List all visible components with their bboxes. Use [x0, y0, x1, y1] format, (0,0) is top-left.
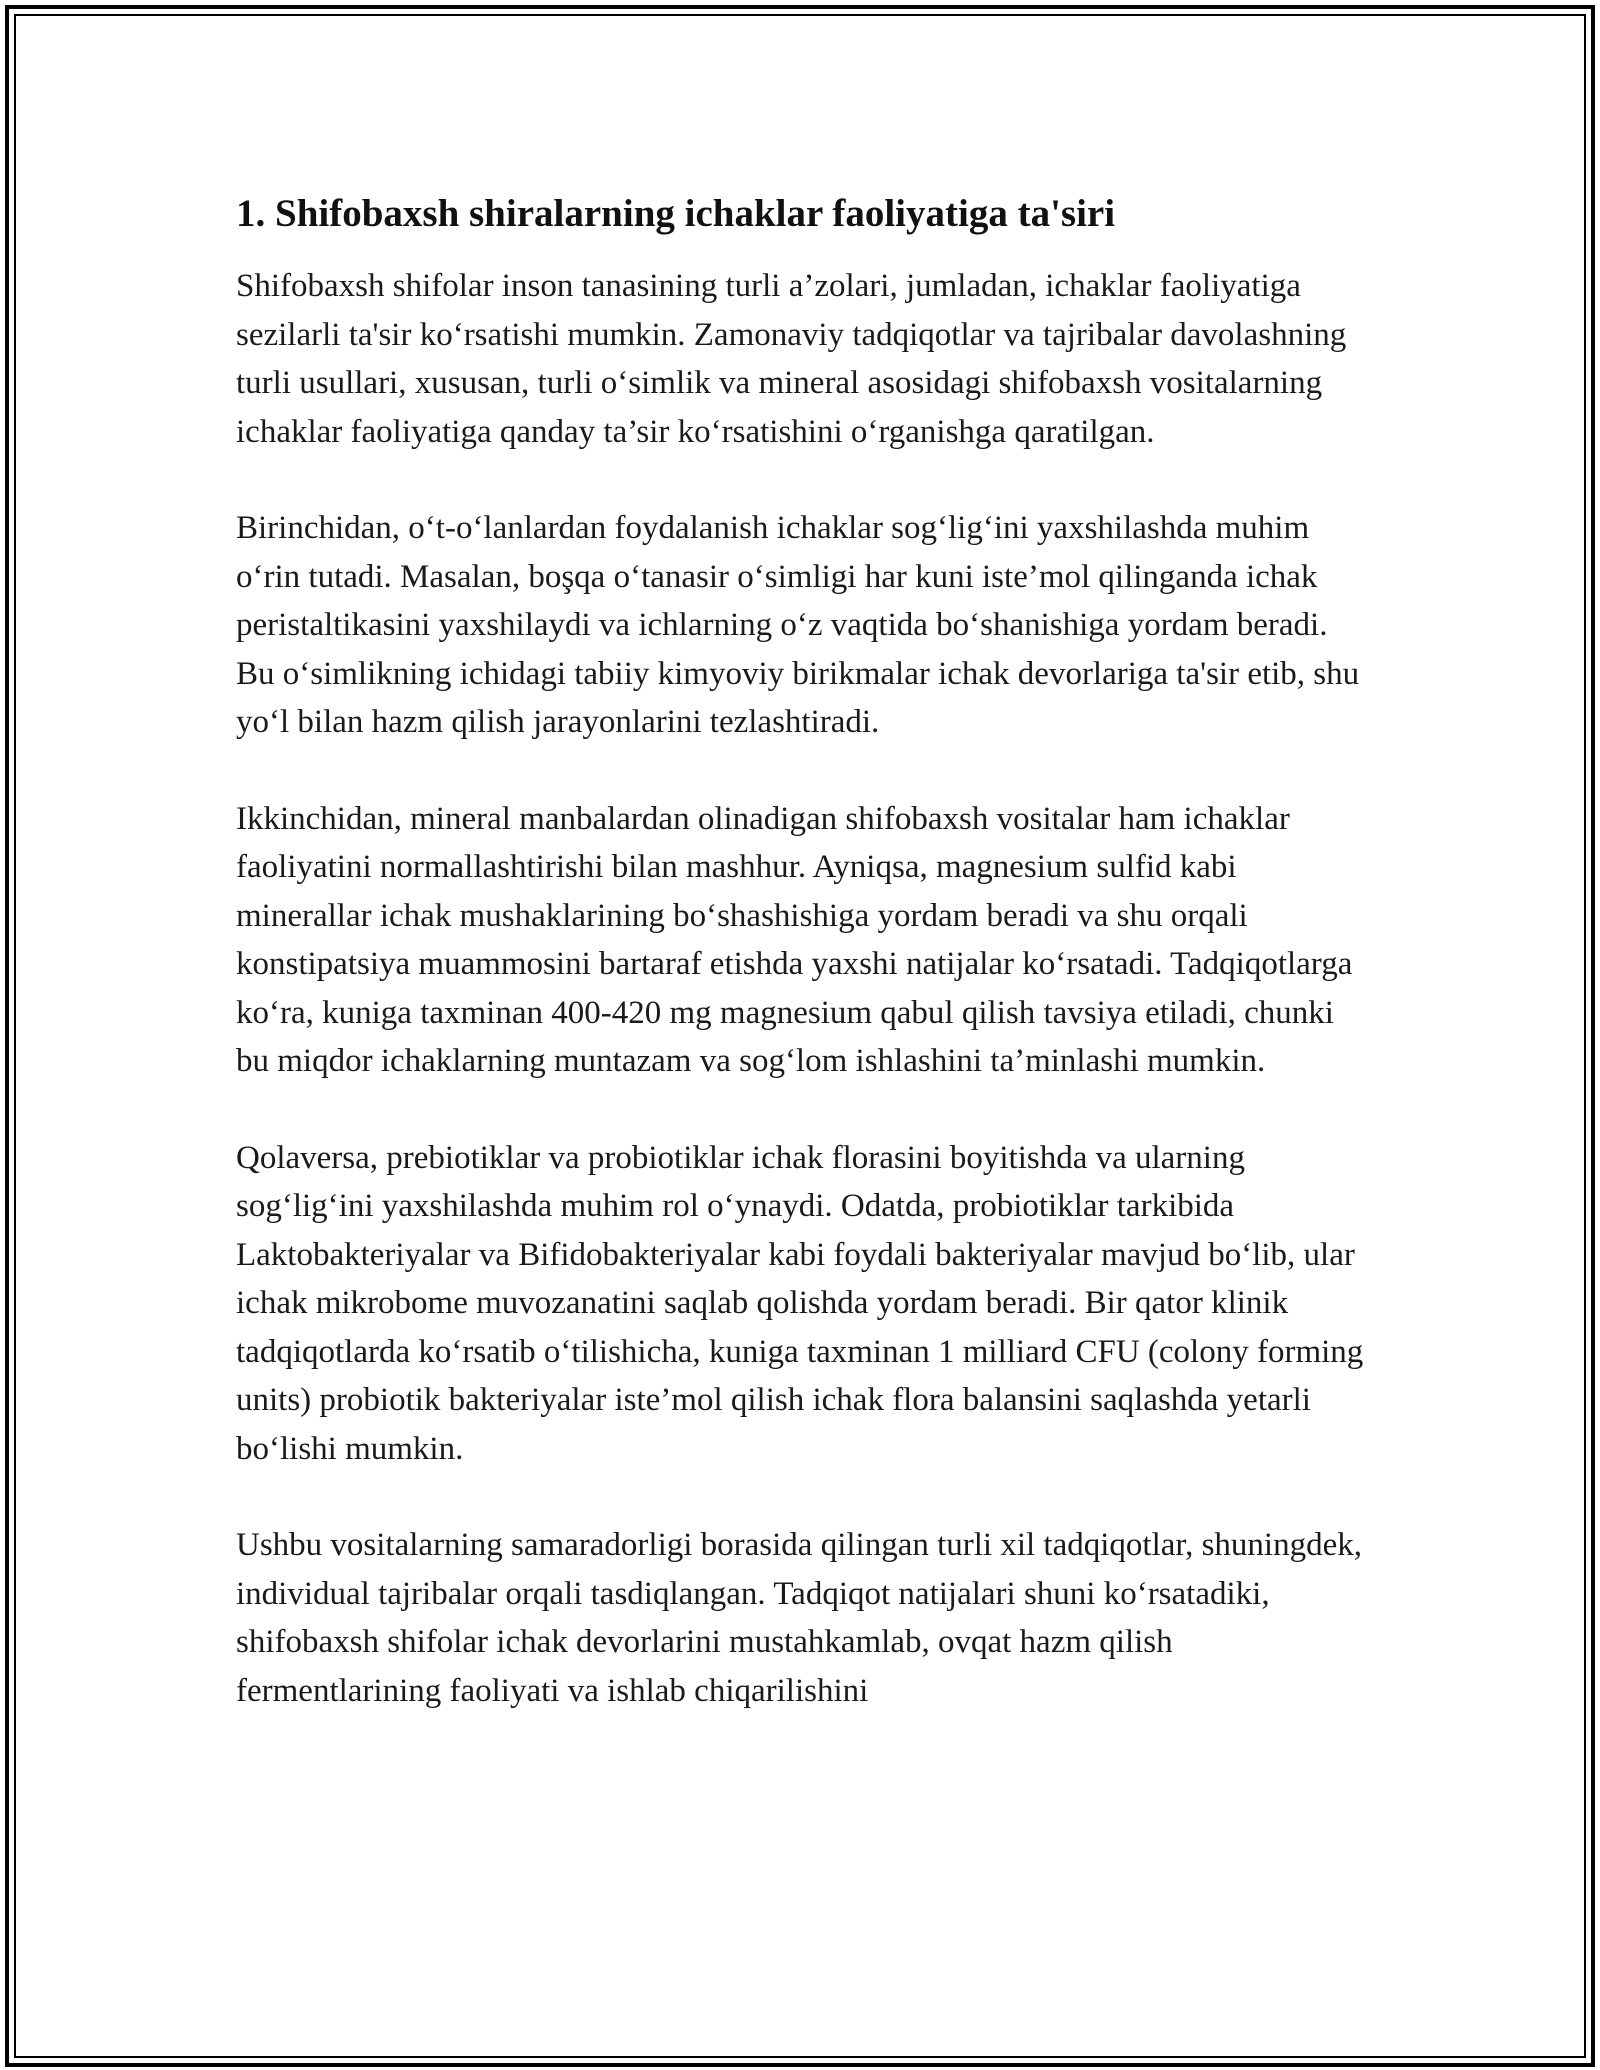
- section-heading: 1. Shifobaxsh shiralarning ichaklar faoliyatiga ta'siri: [236, 192, 1116, 235]
- paragraph-probiotics: Qolaversa, prebiotiklar va probiotiklar ichak florasini boyitishda va ularning sog‘lig‘ini yaxshilashda muhim rol o‘ynaydi. Odatda, probiotiklar tarkibida Laktobakteriyalar va Bifidobakteriyalar kabi foydali bakteriyalar mavjud bo‘lib, ular ichak mikrobome muvozanatini saqlab qolishda yordam beradi. Bir qator klinik tadqiqotlarda ko‘rsatib o‘tilishicha, kuniga taxminan 1 milliard CFU (colony forming units) probiotik bakteriyalar iste’mol qilish ichak flora balansini saqlashda yetarli bo‘lishi mumkin.: [236, 1139, 1364, 1467]
- paragraph-minerals: Ikkinchidan, mineral manbalardan olinadigan shifobaxsh vositalar ham ichaklar faoliyatini normallashtirishi bilan mashhur. Ayniqsa, magnesium sulfid kabi minerallar ichak mushaklarining bo‘shashishiga yordam beradi va shu orqali konstipatsiya muammosini bartaraf etishda yaxshi natijalar ko‘rsatadi. Tadqiqotlarga ko‘ra, kuniga taxminan 400-420 mg magnesium qabul qilish tavsiya etiladi, chunki bu miqdor ichaklarning muntazam va sog‘lom ishlashini ta’minlashi mumkin.: [236, 800, 1353, 1079]
- document-body: [236, 188, 1366, 1763]
- paragraph-intro: Shifobaxsh shifolar inson tanasining turli a’zolari, jumladan, ichaklar faoliyatiga sezilarli ta'sir ko‘rsatishi mumkin. Zamonaviy tadqiqotlar va tajribalar davolashning turli usullari, xususan, turli o‘simlik va mineral asosidagi shifobaxsh vositalarning ichaklar faoliyatiga qanday ta’sir ko‘rsatishini o‘rganishga qaratilgan.: [236, 268, 1347, 450]
- paragraph-herbs: Birinchidan, o‘t-o‘lanlardan foydalanish ichaklar sog‘lig‘ini yaxshilashda muhim o‘rin tutadi. Masalan, boşqa o‘tanasir o‘simligi har kuni iste’mol qilinganda ichak peristaltikasini yaxshilaydi va ichlarning o‘z vaqtida bo‘shanishiga yordam beradi. Bu o‘simlikning ichidagi tabiiy kimyoviy birikmalar ichak devorlariga ta'sir etib, shu yo‘l bilan hazm qilish jarayonlarini tezlashtiradi.: [236, 510, 1360, 740]
- paragraph-effectiveness: Ushbu vositalarning samaradorligi borasida qilingan turli xil tadqiqotlar, shuningdek, individual tajribalar orqali tasdiqlangan. Tadqiqot natijalari shuni ko‘rsatadiki, shifobaxsh shifolar ichak devorlarini mustahkamlab, ovqat hazm qilish fermentlarining faoliyati va ishlab chiqarilishini: [236, 1527, 1362, 1709]
